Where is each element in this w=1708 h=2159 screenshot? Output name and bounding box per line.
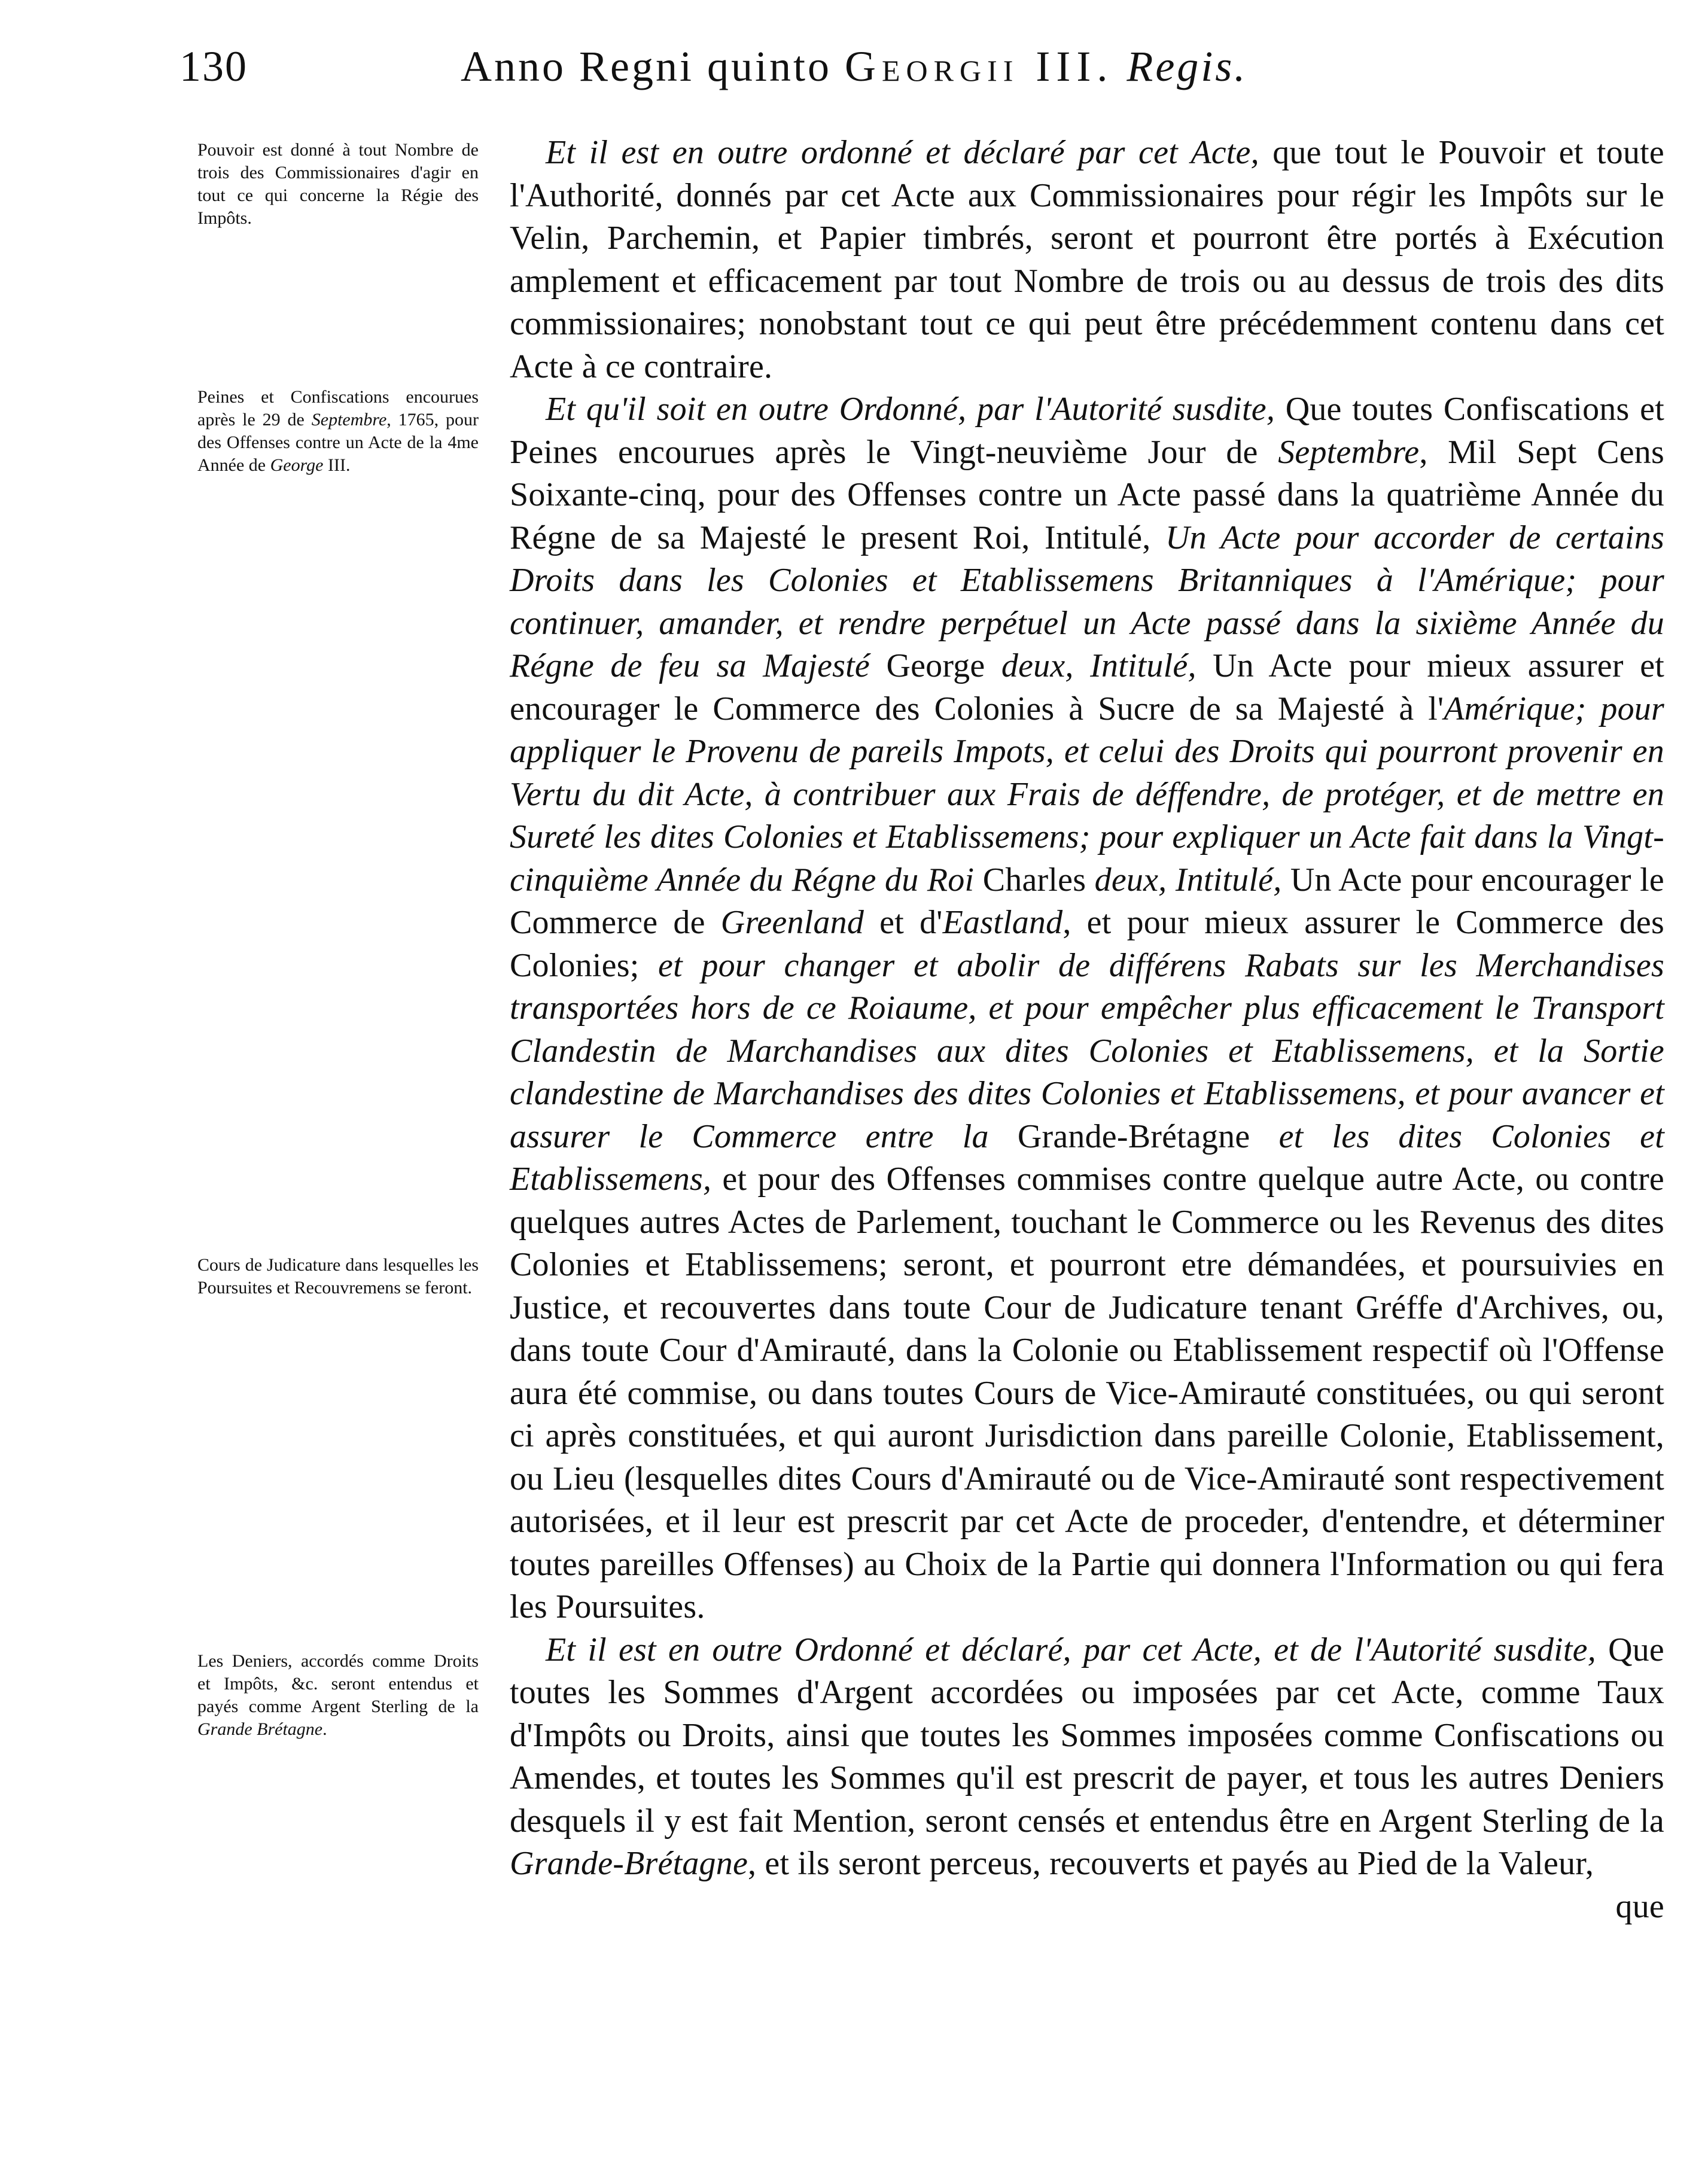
margin-note-deniers: Les Deniers, accordés comme Droits et Impôts, &c. seront entendus et payés comme Argent Sterling de la Grande Brétagne.: [197, 1651, 479, 1739]
paragraph-confiscations: Et qu'il soit en outre Ordonné, par l'Autorité susdite, Que toutes Confiscations et Peines encourues après le Vingt-neuvième Jour de Septembre, Mil Sept Cens Soixante-cinq, pour des Offenses contre un Acte passé dans la quatrième Année du Régne de sa Majesté le present Roi, Intitulé, Un Acte pour accorder de certains Droits dans les Colonies et Etablissemens Britanniques à l'Amérique; pour continuer, amander, et rendre perpétuel un Acte passé dans la sixième Année du Régne de feu sa Majesté George deux, Intitulé, Un Acte pour mieux assurer et encourager le Commerce des Colonies à Sucre de sa Majesté à l'Amérique; pour appliquer le Provenu de pareils Impots, et celui des Droits qui pourront provenir en Vertu du dit Acte, à contribuer aux Frais de déffendre, de protéger, et de mettre en Sureté les dites Colonies et Etablissemens; pour expliquer un Acte fait dans la Vingt-cinquième Année du Régne du Roi Charles deux, Intitulé, Un Acte pour encourager le Commerce de Greenland et d'Eastland, et pour mieux assurer le Commerce des Colonies; et pour changer et abolir de différens Rabats sur les Merchandises transportées hors de ce Roiaume, et pour empêcher plus efficacement le Transport Clandestin de Marchandises aux dites Colonies et Etablissemens, et la Sortie clandestine de Marchandises des dites Colonies et Etablissemens, et pour avancer et assurer le Commerce entre la Grande-Brétagne et les dites Colonies et Etablissemens, et pour des Offenses commises contre quelque autre Acte, ou contre quelques autres Actes de Parlement, touchant le Commerce ou les Revenus des dites Colonies et Etablissemens; seront, et pourront etre démandées, et poursuivies en Justice, et recouvertes dans toute Cour de Judicature tenant Gréffe d'Archives, ou, dans toute Cour d'Amirauté, dans la Colonie ou Etablissement respectif où l'Offense aura été commise, ou dans toutes Cours de Vice-Amirauté constituées, ou qui seront ci après constituées, et qui auront Jurisdiction dans pareille Colonie, Etablissement, ou Lieu (lesquelles dites Cours d'Amirauté ou de Vice-Amirauté sont respectivement autorisées, et il leur est prescrit par cet Acte de proceder, d'entendre, et déterminer toutes pareilles Offenses) au Choix de la Partie qui donnera l'Information ou qui fera les Poursuites.: [510, 391, 1665, 1625]
page-number: 130: [179, 42, 248, 90]
margin-note-cours: Cours de Judicature dans lesquelles les Poursuites et Recouvremens se feront.: [197, 1255, 479, 1298]
catchword: que: [1615, 1887, 1664, 1925]
paragraph-deniers: Et il est en outre Ordonné et déclaré, par cet Acte, et de l'Autorité susdite, Que toutes les Sommes d'Argent accordées ou imposées par cet Acte, comme Taux d'Impôts ou Droits, ainsi que toutes les Sommes imposées comme Confiscations ou Amendes, et toutes les Sommes qu'il est prescrit de payer, et tous les autres Deniers desquels il y est fait Mention, seront censés et entendus être en Argent Sterling de la Grande-Brétagne, et ils seront perceus, recouverts et payés au Pied de la Valeur,: [510, 1631, 1664, 1882]
margin-note-pouvoir: Pouvoir est donné à tout Nombre de trois des Commissionaires d'agir en tout ce qui concerne la Régie des Impôts.: [197, 140, 479, 228]
running-title-regis: Regis.: [1127, 42, 1248, 90]
running-title-king: Georgii III.: [845, 42, 1114, 90]
main-text: [510, 132, 1664, 1928]
running-title: [461, 42, 1247, 92]
paragraph-pouvoir: Et il est en outre ordonné et déclaré par cet Acte, que tout le Pouvoir et toute l'Authorité, donnés par cet Acte aux Commissionaires pour régir les Impôts sur le Velin, Parchemin, et Papier timbrés, seront et pourront être portés à Exécution amplement et efficacement par tout Nombre de trois ou au dessus de trois des dits commissionaires; nonobstant tout ce qui peut être précédemment contenu dans cet Acte à ce contraire.: [510, 134, 1664, 385]
margin-note-peines: Peines et Confiscations encourues après le 29 de Septembre, 1765, pour des Offenses contre un Acte de la 4me Année de George III.: [197, 387, 479, 475]
page-header: [179, 36, 1651, 126]
running-title-anno: Anno Regni quinto: [461, 42, 832, 90]
